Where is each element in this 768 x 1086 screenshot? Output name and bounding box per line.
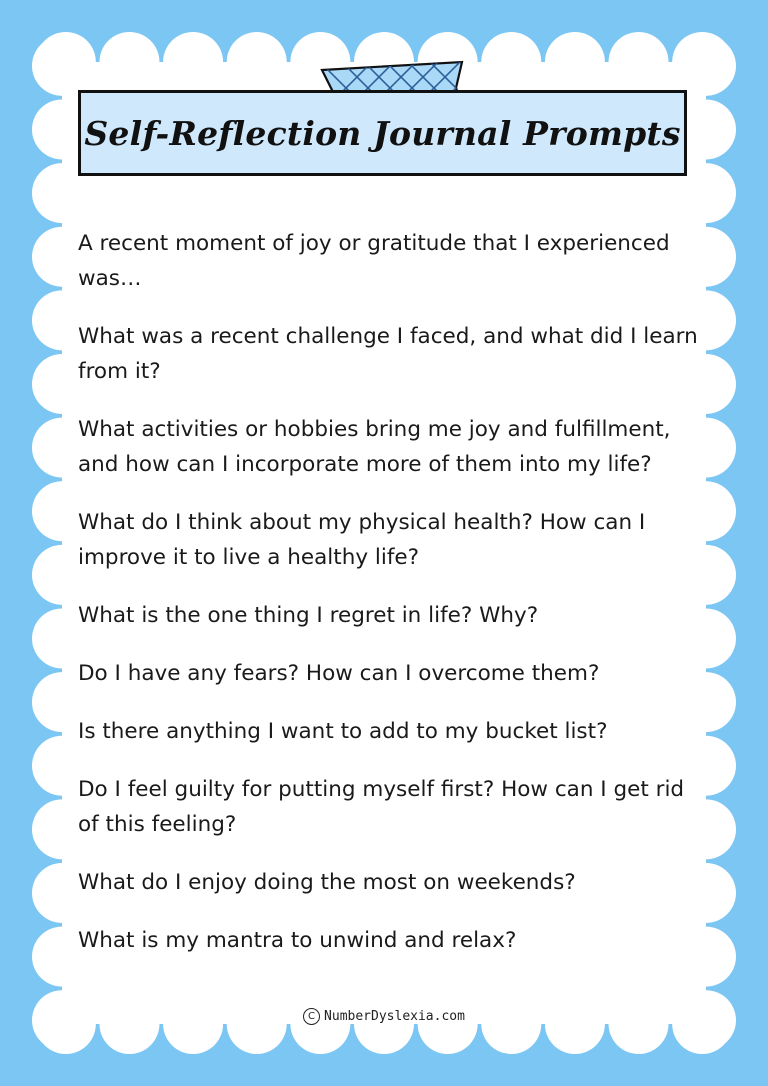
prompt-item: What was a recent challenge I faced, and what did I learn from it? (78, 324, 698, 384)
prompt-item: Is there anything I want to add to my bucket list? (78, 719, 608, 744)
prompt-item: What is my mantra to unwind and relax? (78, 928, 517, 953)
page-title: Self-Reflection Journal Prompts (84, 113, 681, 153)
prompt-item: A recent moment of joy or gratitude that I experienced was… (78, 231, 670, 291)
footer-text: NumberDyslexia.com (324, 1009, 465, 1024)
footer-credit (0, 1008, 768, 1025)
prompt-item: What activities or hobbies bring me joy and fulfillment, and how can I incorporate more of them into my life? (78, 417, 671, 477)
prompt-item: What do I enjoy doing the most on weekends? (78, 870, 576, 895)
prompt-item: What do I think about my physical health? How can I improve it to live a healthy life? (78, 510, 646, 570)
title-banner (78, 90, 687, 176)
prompt-item: What is the one thing I regret in life? Why? (78, 603, 539, 628)
copyright-icon: C (303, 1008, 320, 1025)
prompt-item: Do I feel guilty for putting myself first? How can I get rid of this feeling? (78, 777, 685, 837)
prompt-item: Do I have any fears? How can I overcome them? (78, 661, 600, 686)
prompt-list (78, 226, 698, 981)
